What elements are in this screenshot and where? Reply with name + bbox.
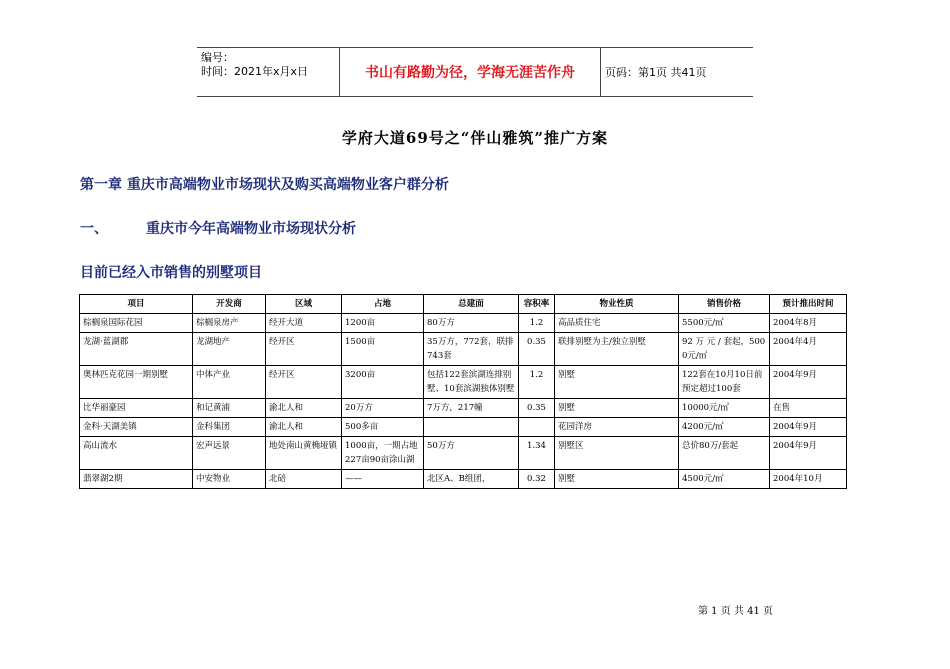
cell-land-area: 1500亩: [342, 333, 424, 366]
table-row: [80, 333, 847, 366]
header-meta: [197, 48, 339, 96]
cell-project: 高山流水: [80, 437, 193, 470]
cell-property-type: 别墅: [555, 399, 679, 418]
section-title: 重庆市今年高端物业市场现状分析: [146, 221, 356, 237]
page-code: 页码：第1页 共41页: [605, 66, 707, 79]
cell-plot-ratio: [519, 418, 555, 437]
cell-price: 总价80万/套起: [679, 437, 770, 470]
cell-launch-time: 2004年10月: [770, 470, 847, 489]
villa-projects-table: [79, 294, 847, 489]
col-header: 物业性质: [555, 295, 679, 314]
cell-plot-ratio: 0.32: [519, 470, 555, 489]
cell-plot-ratio: 1.2: [519, 366, 555, 399]
date-text: 时间：2021年x月x日: [201, 65, 309, 78]
table-header-row: [80, 295, 847, 314]
cell-launch-time: 2004年8月: [770, 314, 847, 333]
cell-project: 棕榈泉国际花园: [80, 314, 193, 333]
table-row: [80, 470, 847, 489]
cell-developer: 和记黄浦: [193, 399, 266, 418]
cell-floor-area: [424, 418, 519, 437]
col-header: 销售价格: [679, 295, 770, 314]
cell-land-area: 3200亩: [342, 366, 424, 399]
cell-developer: 中体产业: [193, 366, 266, 399]
table-row: [80, 437, 847, 470]
number-label: 编号：: [201, 51, 234, 64]
table-row: [80, 418, 847, 437]
cell-plot-ratio: 1.34: [519, 437, 555, 470]
cell-land-area: 1200亩: [342, 314, 424, 333]
cell-land-area: 20万方: [342, 399, 424, 418]
col-header: 占地: [342, 295, 424, 314]
cell-price: 122套在10月10日前预定超过100套: [679, 366, 770, 399]
cell-project: 比华丽豪园: [80, 399, 193, 418]
cell-developer: 中安物业: [193, 470, 266, 489]
table-row: [80, 366, 847, 399]
cell-project: 金科·天湖美镇: [80, 418, 193, 437]
cell-region: 渝北人和: [266, 399, 342, 418]
section-heading: [80, 218, 356, 238]
cell-floor-area: 80万方: [424, 314, 519, 333]
cell-price: 92 万 元 / 套起，5000元/㎡: [679, 333, 770, 366]
cell-floor-area: 7万方，217幢: [424, 399, 519, 418]
cell-plot-ratio: 1.2: [519, 314, 555, 333]
cell-property-type: 别墅: [555, 366, 679, 399]
motto: 书山有路勤为径，学海无涯苦作舟: [339, 48, 601, 96]
cell-property-type: 别墅区: [555, 437, 679, 470]
cell-region: 地处南山黄桷垭镇: [266, 437, 342, 470]
section-number: 一、: [80, 221, 108, 237]
table-row: [80, 314, 847, 333]
page-header: [197, 47, 753, 97]
cell-developer: 宏声远景: [193, 437, 266, 470]
cell-property-type: 别墅: [555, 470, 679, 489]
cell-property-type: 花园洋房: [555, 418, 679, 437]
cell-property-type: 联排别墅为主/独立别墅: [555, 333, 679, 366]
cell-region: 经开区: [266, 333, 342, 366]
cell-plot-ratio: 0.35: [519, 399, 555, 418]
chapter-heading: 第一章 重庆市高端物业市场现状及购买高端物业客户群分析: [80, 177, 449, 193]
cell-floor-area: 包括122套滨湖连排别墅、10套滨湖独体别墅: [424, 366, 519, 399]
page-footer: 第 1 页 共 41 页: [698, 606, 773, 617]
col-header: 开发商: [193, 295, 266, 314]
cell-developer: 棕榈泉房产: [193, 314, 266, 333]
cell-land-area: 500多亩: [342, 418, 424, 437]
cell-project: 翡翠湖2期: [80, 470, 193, 489]
cell-price: 5500元/㎡: [679, 314, 770, 333]
cell-launch-time: 2004年9月: [770, 437, 847, 470]
col-header: 容积率: [519, 295, 555, 314]
cell-project: 龙湖·蓝湖郡: [80, 333, 193, 366]
cell-launch-time: 在售: [770, 399, 847, 418]
col-header: 预计推出时间: [770, 295, 847, 314]
cell-price: 10000元/㎡: [679, 399, 770, 418]
cell-developer: 龙湖地产: [193, 333, 266, 366]
col-header: 项目: [80, 295, 193, 314]
cell-region: 北碚: [266, 470, 342, 489]
cell-developer: 金科集团: [193, 418, 266, 437]
cell-floor-area: 50万方: [424, 437, 519, 470]
cell-region: 经开大道: [266, 314, 342, 333]
col-header: 总建面: [424, 295, 519, 314]
col-header: 区域: [266, 295, 342, 314]
cell-region: 经开区: [266, 366, 342, 399]
cell-plot-ratio: 0.35: [519, 333, 555, 366]
cell-property-type: 高品质住宅: [555, 314, 679, 333]
table-row: [80, 399, 847, 418]
document-title: 学府大道69号之“伴山雅筑”推广方案: [341, 129, 609, 147]
sub-heading: 目前已经入市销售的别墅项目: [80, 265, 262, 281]
cell-project: 奥林匹克花园一期别墅: [80, 366, 193, 399]
cell-launch-time: 2004年4月: [770, 333, 847, 366]
cell-launch-time: 2004年9月: [770, 418, 847, 437]
cell-land-area: 1000亩，一期占地227亩90亩涂山湖: [342, 437, 424, 470]
cell-floor-area: 北区A、B组团，: [424, 470, 519, 489]
cell-price: 4200元/㎡: [679, 418, 770, 437]
cell-price: 4500元/㎡: [679, 470, 770, 489]
cell-land-area: ——: [342, 470, 424, 489]
cell-region: 渝北人和: [266, 418, 342, 437]
cell-floor-area: 35万方，772套，联排743套: [424, 333, 519, 366]
cell-launch-time: 2004年9月: [770, 366, 847, 399]
